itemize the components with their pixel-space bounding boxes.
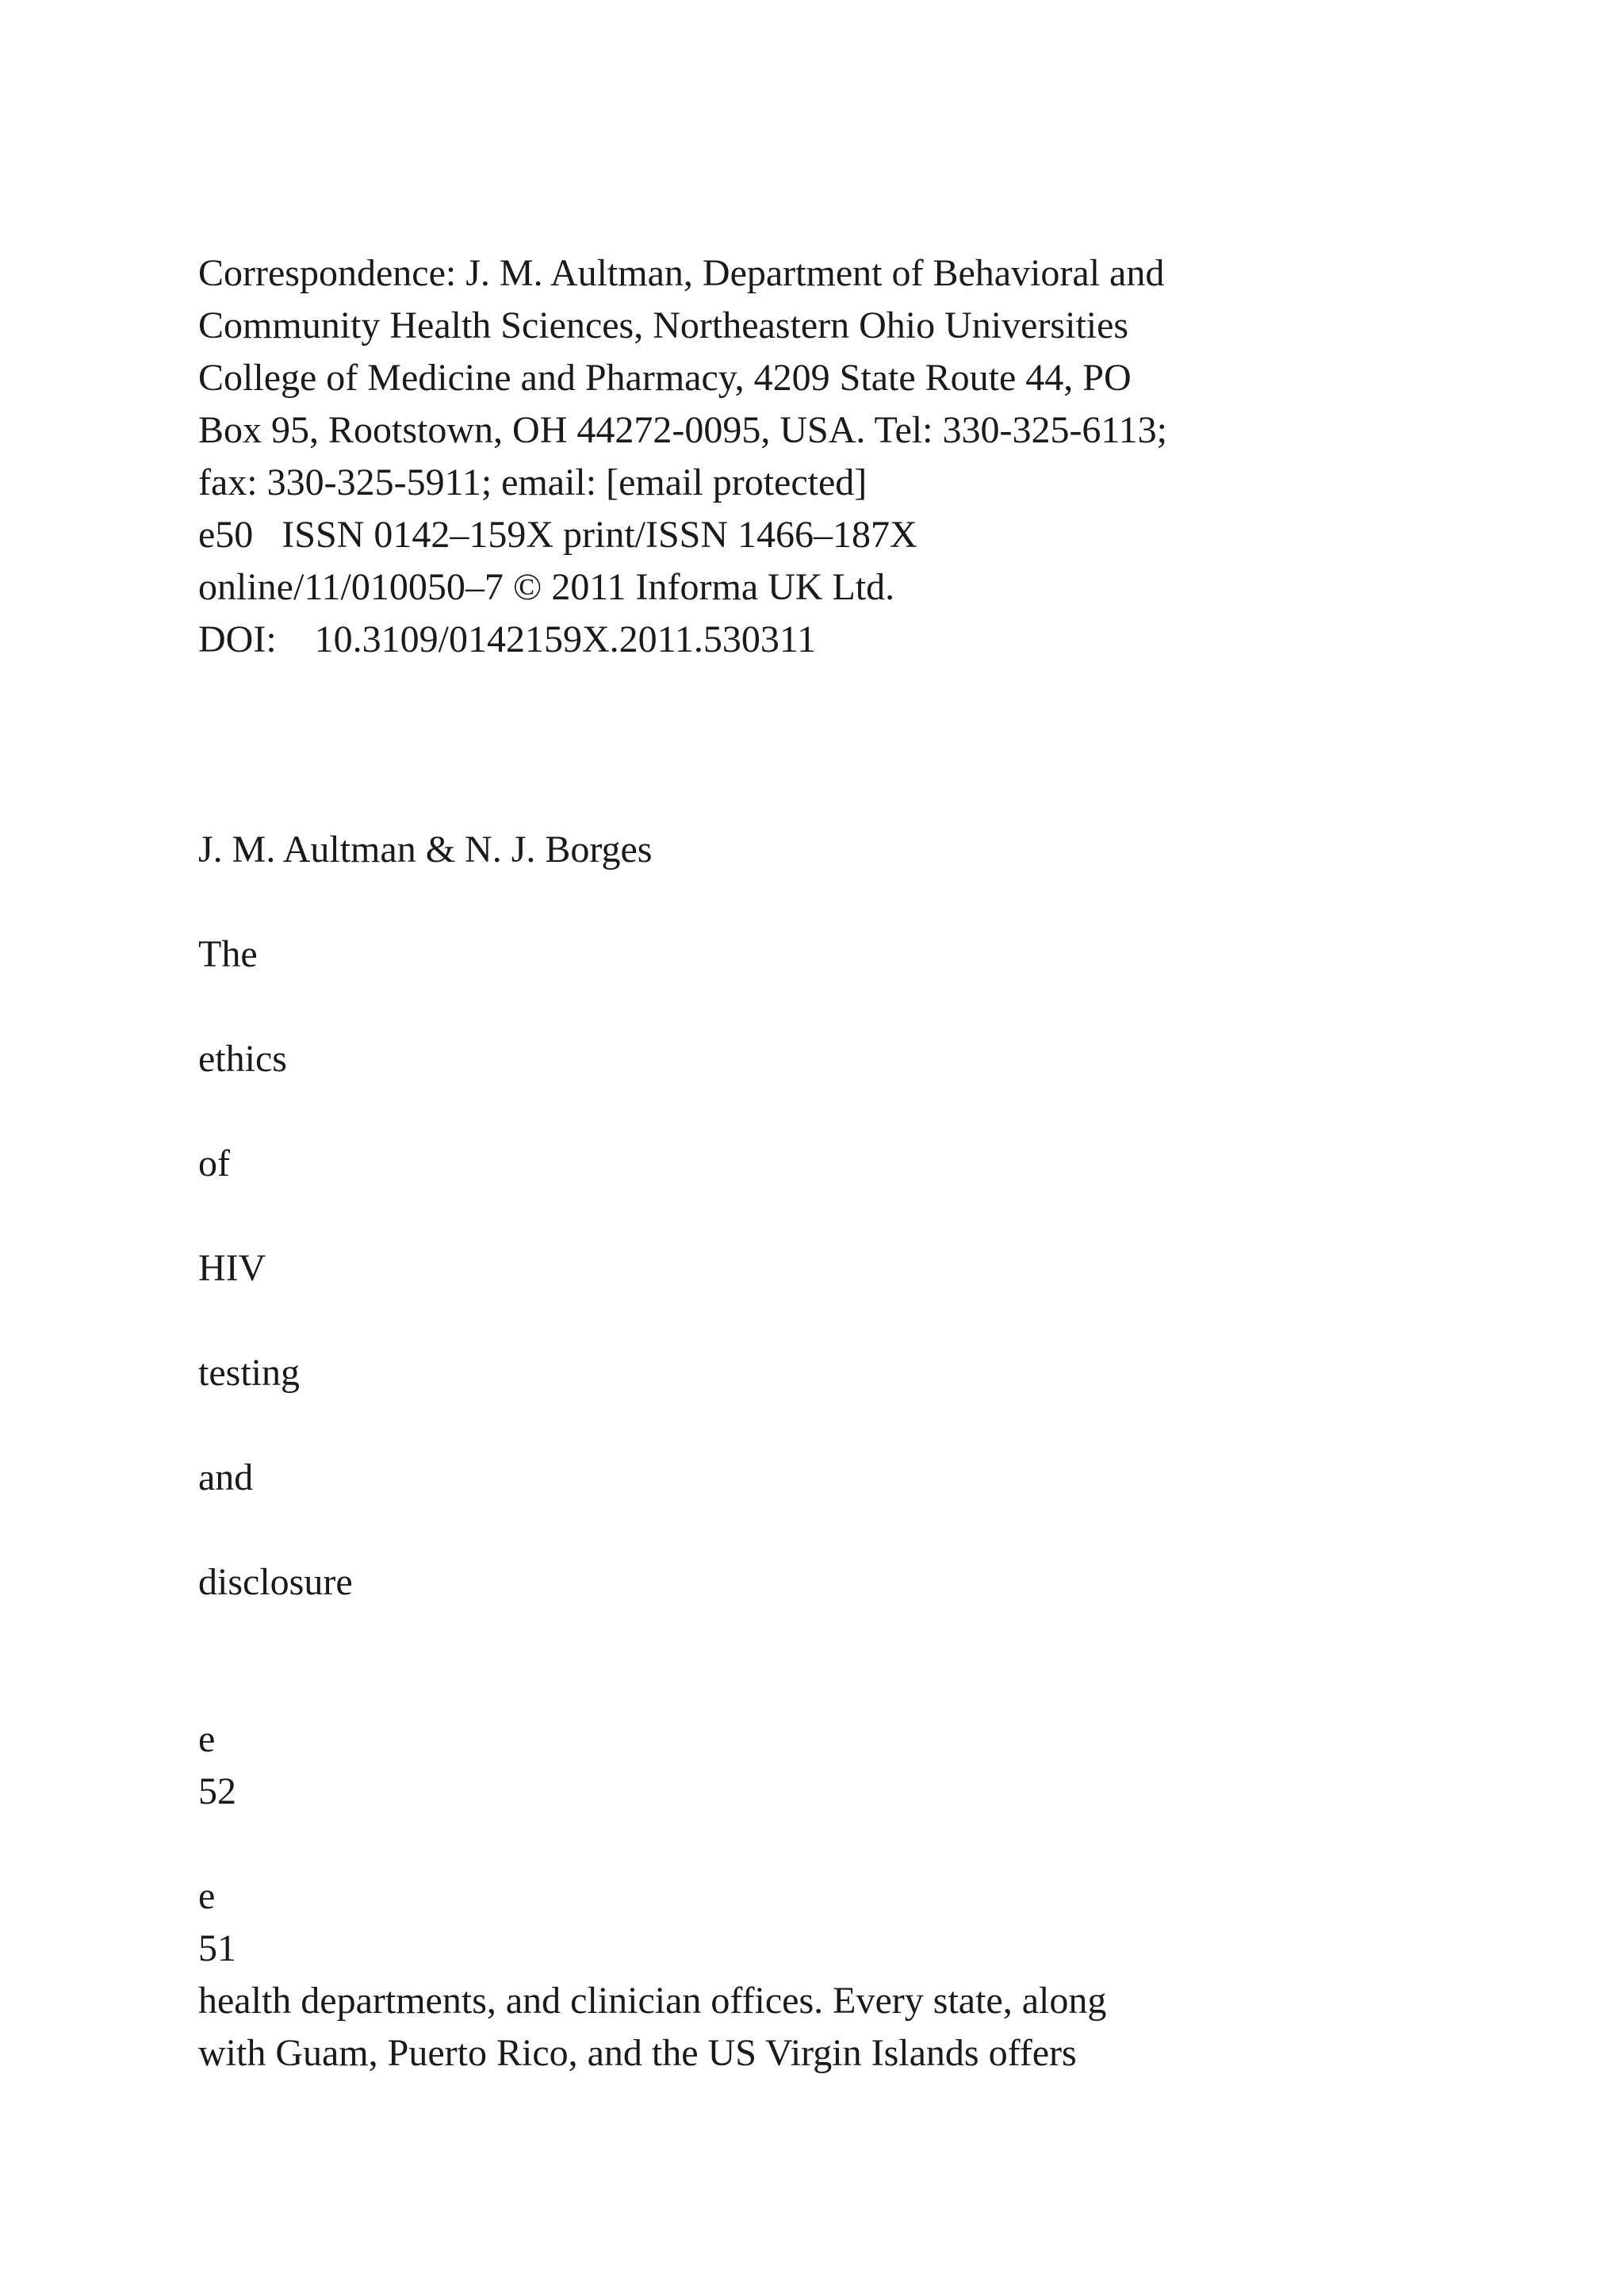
page-marker-2-prefix: e	[198, 1875, 216, 1917]
title-word-of: of	[198, 1142, 230, 1184]
body-line-1: health departments, and clinician offices. Every state, along	[198, 1980, 1107, 2022]
doi-line: DOI: 10.3109/0142159X.2011.530311	[198, 618, 817, 660]
correspondence-line-3: College of Medicine and Pharmacy, 4209 State Route 44, PO	[198, 357, 1132, 399]
title-word-disclosure: disclosure	[198, 1561, 353, 1603]
title-word-ethics: ethics	[198, 1038, 287, 1080]
correspondence-line-1: Correspondence: J. M. Aultman, Department of Behavioral and	[198, 252, 1165, 294]
correspondence-line-2: Community Health Sciences, Northeastern Ohio Universities	[198, 304, 1129, 346]
page-marker-1-number: 52	[198, 1770, 236, 1812]
issn-line-1: e50 ISSN 0142–159X print/ISSN 1466–187X	[198, 514, 917, 556]
title-word-testing: testing	[198, 1352, 300, 1394]
title-word-and: and	[198, 1456, 254, 1498]
authors-line: J. M. Aultman & N. J. Borges	[198, 828, 653, 871]
correspondence-line-4: Box 95, Rootstown, OH 44272-0095, USA. Tel: 330-325-6113;	[198, 409, 1167, 451]
correspondence-line-5: fax: 330-325-5911; email: [email protected]	[198, 461, 868, 503]
body-line-2: with Guam, Puerto Rico, and the US Virgin Islands offers	[198, 2032, 1077, 2074]
title-word-hiv: HIV	[198, 1247, 266, 1289]
issn-line-2: online/11/010050–7 © 2011 Informa UK Ltd.	[198, 566, 895, 608]
page-marker-2-number: 51	[198, 1927, 236, 1969]
page-marker-1-prefix: e	[198, 1718, 216, 1760]
title-word-the: The	[198, 933, 258, 975]
